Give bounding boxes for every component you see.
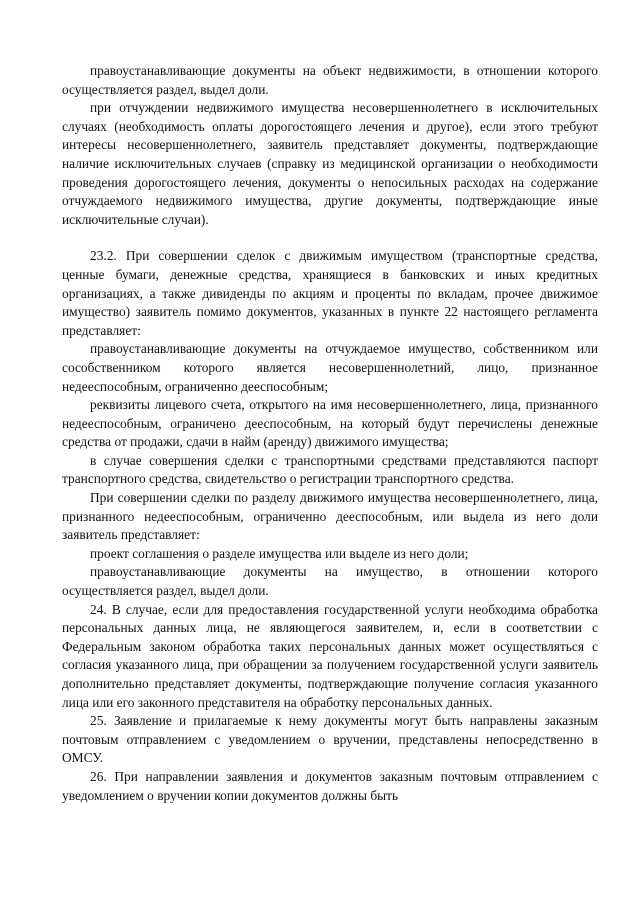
paragraph-account-details: реквизиты лицевого счета, открытого на имя несовершеннолетнего, лица, признанного недееспособным, ограничено дееспособным, на который будут перечислены денежные средства от продажи, сдачи в найм (аренду) движимого имущества; <box>62 397 598 450</box>
paragraph-25: 25. Заявление и прилагаемые к нему документы могут быть направлены заказным почтовым отправлением с уведомлением о вручении, представлены непосредственно в ОМСУ. <box>62 713 598 766</box>
document-body <box>62 62 598 805</box>
paragraph-alienation-minor: при отчуждении недвижимого имущества несовершеннолетнего в исключительных случаях (необходимость оплаты дорогостоящего лечения и другое), если этого требуют интересы несовершеннолетнего, заявитель представляет документы, подтверждающие наличие исключительных случаев (справку из медицинской организации о необходимости проведения дорогостоящего лечения, документы о непосильных расходах на содержание отчуждаемого недвижимого имущества, другие документы, подтверждающие иные исключительные случаи). <box>62 100 598 227</box>
paragraph-title-documents-division: правоустанавливающие документы на имущество, в отношении которого осуществляется раздел, выдел доли. <box>62 564 598 599</box>
paragraph-26: 26. При направлении заявления и документов заказным почтовым отправлением с уведомлением о вручении копии документов должны быть <box>62 768 598 803</box>
paragraph-agreement-draft: проект соглашения о разделе имущества или выделе из него доли; <box>90 545 469 561</box>
paragraph-23-2: 23.2. При совершении сделок с движимым имуществом (транспортные средства, ценные бумаги, денежные средства, хранящиеся в банковских и иных кредитных организациях, а также дивиденды по акциям и проценты по вкладам, прочее движимое имущество) заявитель помимо документов, указанных в пункте 22 настоящего регламента представляет: <box>62 248 598 338</box>
paragraph-vehicle-transaction: в случае совершения сделки с транспортными средствами представляются паспорт транспортного средства, свидетельство о регистрации транспортного средства. <box>62 452 598 487</box>
paragraph-title-documents: правоустанавливающие документы на объект недвижимости, в отношении которого осуществляется раздел, выдел доли. <box>62 63 598 97</box>
paragraph-title-documents-movable: правоустанавливающие документы на отчуждаемое имущество, собственником или сособственником которого является несовершеннолетний, лицо, признанное недееспособным, ограниченно дееспособным; <box>62 341 598 394</box>
paragraph-24: 24. В случае, если для предоставления государственной услуги необходима обработка персональных данных лица, не являющегося заявителем, и, если в соответствии с Федеральным законом обработка таких персональных данных может осуществляться с согласия указанного лица, при обращении за получением государственной услуги заявитель дополнительно представляет документы, подтверждающие получение согласия указанного лица или его законного представителя на обработку персональных данных. <box>62 601 598 710</box>
paragraph-division-movable: При совершении сделки по разделу движимого имущества несовершеннолетнего, лица, признанного недееспособным, ограниченно дееспособным, или выдела из него доли заявитель представляет: <box>62 490 598 543</box>
